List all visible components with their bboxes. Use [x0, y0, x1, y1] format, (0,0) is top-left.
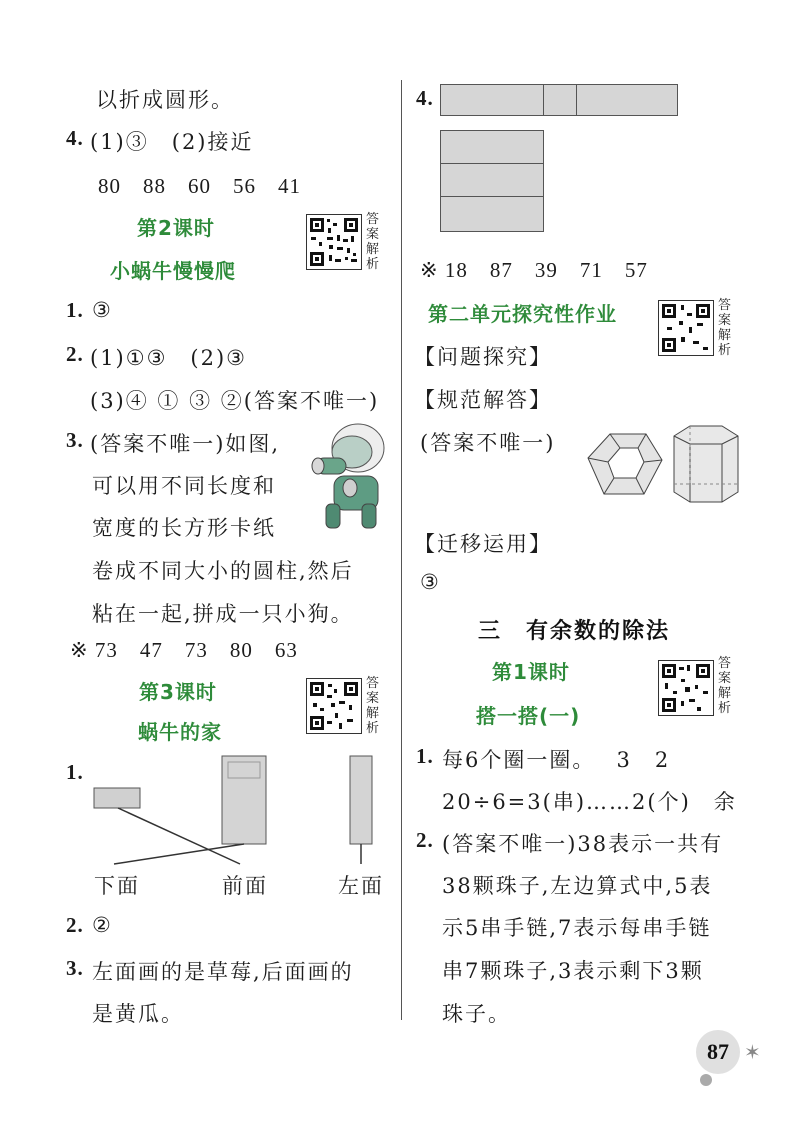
answer-text: 是黄瓜。 — [92, 1002, 184, 1026]
item-number: 4. — [416, 86, 434, 110]
qr-pattern-icon — [307, 215, 361, 269]
extra-answers: ※ 18 87 39 71 57 — [420, 258, 648, 282]
cylinder-dog-figure — [300, 418, 392, 534]
item-number: 1. — [66, 760, 84, 784]
item-number: 1. — [66, 298, 84, 322]
answer-text: 宽度的长方形卡纸 — [92, 516, 276, 540]
lesson-subtitle: 搭一搭(一) — [476, 704, 581, 728]
answer-text: (3)④ ① ③ ②(答案不唯一) — [90, 389, 380, 413]
unit-title: 第二单元探究性作业 — [428, 302, 617, 326]
qr-code[interactable] — [306, 214, 362, 270]
answer-text: 示5串手链,7表示每串手链 — [442, 916, 712, 940]
extra-answers: ※ 73 47 73 80 63 — [70, 638, 298, 662]
answer-text: 串7颗珠子,3表示剩下3颗 — [442, 959, 704, 983]
qr-code[interactable] — [658, 660, 714, 716]
qr-label: 答案解析 — [366, 676, 380, 736]
label-down: 下面 — [94, 874, 140, 898]
lesson-subtitle: 蜗牛的家 — [138, 720, 222, 744]
answer-numbers: 80 88 60 56 41 — [98, 174, 301, 198]
item-number: 2. — [66, 913, 84, 937]
bar-figure — [440, 84, 678, 116]
label-left: 左面 — [338, 874, 384, 898]
item-number: 2. — [416, 828, 434, 852]
answer-text: 左面画的是草莓,后面画的 — [92, 960, 354, 984]
lesson-title: 第2课时 — [137, 216, 215, 240]
answer-text: 卷成不同大小的圆柱,然后 — [92, 559, 354, 583]
rectangle-figure — [440, 130, 544, 232]
page-number: 87 — [696, 1030, 740, 1074]
answer-text: (答案不唯一)38表示一共有 — [442, 832, 724, 856]
item-number: 4. — [66, 126, 84, 150]
item-number: 2. — [66, 342, 84, 366]
section-heading: 【迁移运用】 — [414, 532, 552, 556]
view-matching-diagram — [90, 752, 390, 872]
lesson-title: 第1课时 — [492, 660, 570, 684]
answer-text: 可以用不同长度和 — [92, 474, 276, 498]
answer-text: 每6个圈一圈。 3 2 — [442, 748, 671, 772]
qr-pattern-icon — [659, 301, 713, 355]
column-divider — [401, 80, 402, 1020]
section-heading: 【规范解答】 — [414, 388, 552, 412]
section-heading: 【问题探究】 — [414, 345, 552, 369]
answer-text: ② — [92, 913, 113, 937]
chapter-title: 三 有余数的除法 — [478, 619, 671, 644]
answer-note: (答案不唯一) — [420, 431, 556, 455]
prism-figures — [582, 422, 742, 506]
answer-text: ③ — [420, 570, 441, 594]
answer-text: 珠子。 — [442, 1002, 511, 1026]
item-number: 3. — [66, 428, 84, 452]
qr-code[interactable] — [658, 300, 714, 356]
answer-text: (1)①③ (2)③ — [90, 346, 247, 370]
answer-text: (1)③ (2)接近 — [90, 130, 254, 154]
answer-text: 38颗珠子,左边算式中,5表 — [442, 874, 713, 898]
item-number: 1. — [416, 744, 434, 768]
answer-text: 粘在一起,拼成一只小狗。 — [92, 602, 354, 626]
lesson-subtitle: 小蜗牛慢慢爬 — [110, 259, 236, 283]
label-front: 前面 — [222, 874, 268, 898]
lesson-title: 第3课时 — [139, 680, 217, 704]
item-number: 3. — [66, 956, 84, 980]
dot-decoration — [700, 1074, 712, 1086]
qr-pattern-icon — [307, 679, 361, 733]
star-decoration-icon: ✶ — [744, 1040, 761, 1064]
qr-pattern-icon — [659, 661, 713, 715]
qr-label: 答案解析 — [718, 656, 732, 716]
text-line: 以折成圆形。 — [96, 88, 234, 112]
answer-text: 20÷6=3(串)……2(个) 余 — [442, 790, 737, 814]
answer-text: (答案不唯一)如图, — [90, 432, 281, 456]
qr-label: 答案解析 — [718, 298, 732, 358]
qr-code[interactable] — [306, 678, 362, 734]
answer-text: ③ — [92, 298, 113, 322]
qr-label: 答案解析 — [366, 212, 380, 272]
